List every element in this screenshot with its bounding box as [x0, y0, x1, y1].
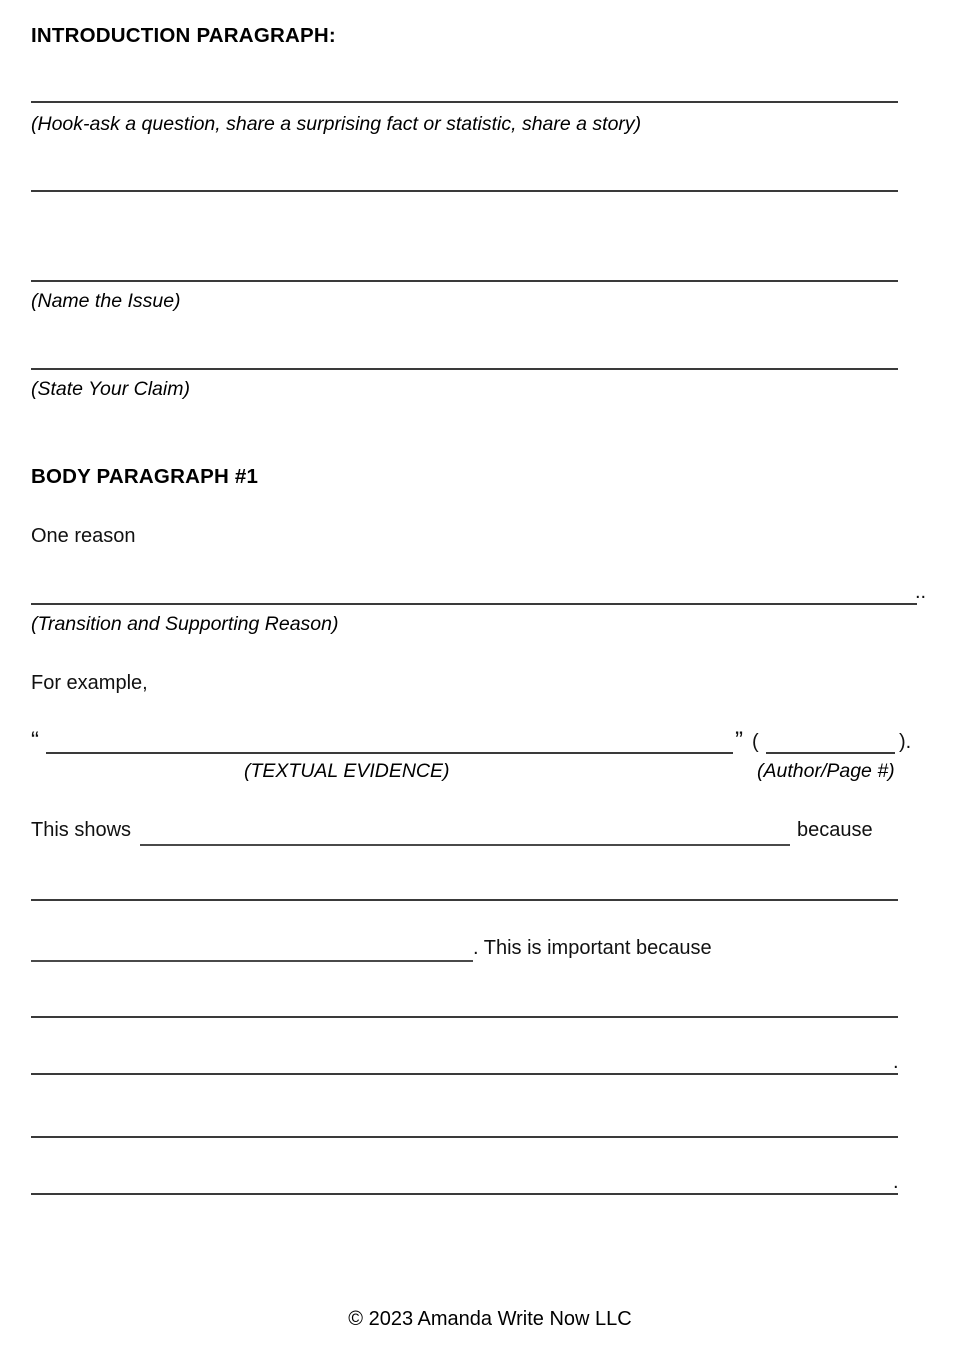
close-quote-mark: ”: [735, 727, 743, 754]
textual-evidence-blank-line[interactable]: [46, 752, 733, 754]
important-because-blank-line[interactable]: [31, 960, 473, 962]
citation-close-paren-period: ).: [899, 731, 912, 753]
closing-blank-line-4[interactable]: [31, 1193, 898, 1195]
this-shows-continuation-line[interactable]: [31, 899, 898, 901]
textual-evidence-caption: (TEXTUAL EVIDENCE): [244, 760, 450, 782]
one-reason-prompt: One reason: [31, 525, 136, 547]
because-prompt: because: [797, 819, 873, 841]
intro-hook-caption: (Hook-ask a question, share a surprising fact or statistic, share a story): [31, 113, 642, 135]
intro-hook-blank-line-2[interactable]: [31, 190, 898, 192]
intro-issue-caption: (Name the Issue): [31, 290, 181, 312]
transition-caption: (Transition and Supporting Reason): [31, 613, 339, 635]
this-shows-blank-line[interactable]: [140, 844, 790, 846]
intro-claim-caption: (State Your Claim): [31, 378, 190, 400]
transition-blank-line[interactable]: [31, 603, 917, 605]
intro-claim-blank-line[interactable]: [31, 368, 898, 370]
this-shows-prompt: This shows: [31, 819, 132, 841]
intro-issue-blank-line[interactable]: [31, 280, 898, 282]
this-is-important-because-prompt: . This is important because: [473, 937, 712, 959]
closing-line-2-period: .: [893, 1051, 899, 1073]
closing-blank-line-3[interactable]: [31, 1136, 898, 1138]
transition-line-end-punctuation: ..: [915, 581, 927, 603]
for-example-prompt: For example,: [31, 672, 148, 694]
body-paragraph-1-heading: BODY PARAGRAPH #1: [31, 465, 259, 488]
citation-blank-line[interactable]: [766, 752, 895, 754]
copyright-footer: © 2023 Amanda Write Now LLC: [348, 1308, 632, 1330]
open-quote-mark: “: [31, 727, 39, 754]
citation-open-paren: (: [752, 731, 759, 753]
introduction-heading: INTRODUCTION PARAGRAPH:: [31, 24, 336, 47]
closing-line-4-period: .: [893, 1171, 899, 1193]
author-page-caption: (Author/Page #): [757, 760, 895, 782]
intro-hook-blank-line[interactable]: [31, 101, 898, 103]
closing-blank-line-2[interactable]: [31, 1073, 898, 1075]
closing-blank-line-1[interactable]: [31, 1016, 898, 1018]
